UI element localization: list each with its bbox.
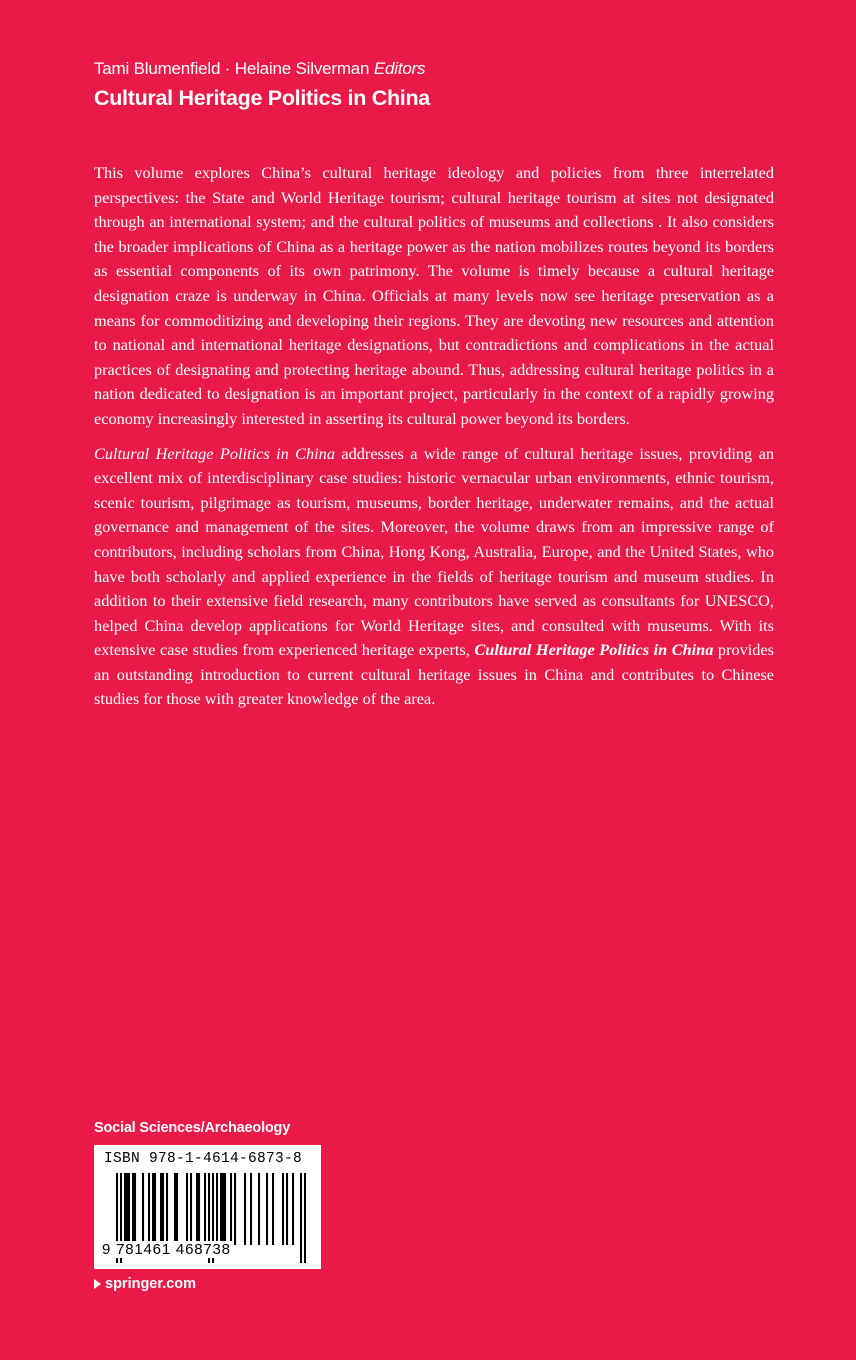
barcode-bar <box>198 1173 200 1245</box>
paragraph-2-text-b: provides an outstanding introduction to current cultural heritage issues in China and contributes to Chinese studies for those with greater knowledge of the area. <box>94 640 774 709</box>
italic-book-title: Cultural Heritage Politics in China <box>94 443 335 463</box>
barcode-bar <box>148 1173 150 1245</box>
springer-website-link[interactable] <box>94 1276 196 1292</box>
barcode-bar <box>272 1173 274 1245</box>
barcode-bar <box>282 1173 284 1245</box>
website-label: springer.com <box>105 1276 197 1292</box>
barcode-bar <box>224 1173 226 1245</box>
barcode-bar <box>292 1173 294 1245</box>
description-paragraph-1: This volume explores China’s cultural heritage ideology and policies from three interrelated perspectives: the State and World Heritage tourism; cultural heritage tourism at sites not designated through an international system; and the cultural politics of museums and collections . It also considers the broader implications of China as a heritage power as the nation mobilizes routes beyond its borders as essential components of its own patrimony. The volume is timely because a cultural heritage designation craze is underway in China. Officials at many levels now see heritage preservation as a means for commoditizing and developing their regions. They are devoting new resources and attention to national and international heritage designations, but contradictions and complications in the actual practices of designating and protecting heritage abound. Thus, addressing cultural heritage politics in a nation dedicated to designation is an important project, particularly in the context of a rapidly growing economy increasingly interested in asserting its cultural power beyond its borders. <box>94 163 774 428</box>
barcode-bar <box>220 1173 222 1245</box>
editors-line <box>94 59 425 79</box>
barcode-bar <box>154 1173 156 1245</box>
barcode-bar <box>250 1173 252 1245</box>
barcode-bar <box>174 1173 176 1245</box>
subject-category: Social Sciences/Archaeology <box>94 1120 291 1136</box>
book-description <box>94 161 774 712</box>
barcode-bar <box>234 1173 236 1245</box>
barcode-bar <box>128 1173 130 1245</box>
barcode-bar <box>134 1173 136 1245</box>
barcode-bar <box>132 1173 134 1245</box>
book-title: Cultural Heritage Politics in China <box>94 86 430 110</box>
editors-role: Editors <box>373 59 426 78</box>
barcode-bar <box>204 1173 206 1245</box>
barcode-bar <box>166 1173 168 1245</box>
barcode-bar <box>162 1173 164 1245</box>
barcode-bar <box>176 1173 178 1245</box>
description-paragraph-2 <box>94 442 774 713</box>
barcode-bar <box>124 1173 126 1245</box>
bold-italic-book-title: Cultural Heritage Politics in China <box>474 640 714 660</box>
barcode-bar <box>216 1173 218 1245</box>
barcode-bar <box>258 1173 260 1245</box>
barcode-bar <box>160 1173 162 1245</box>
barcode-bar <box>152 1173 154 1245</box>
isbn-label: ISBN 978-1-4614-6873-8 <box>104 1151 303 1167</box>
barcode-bar <box>190 1173 192 1245</box>
editor-names: Tami Blumenfield · Helaine Silverman <box>94 59 370 78</box>
arrow-right-icon <box>94 1279 101 1289</box>
barcode-bar <box>186 1173 188 1245</box>
barcode-digits: 9 781461 468738 <box>102 1241 231 1258</box>
barcode-bar <box>230 1173 232 1245</box>
barcode-bar <box>126 1173 128 1245</box>
barcode-bar <box>196 1173 198 1245</box>
isbn-barcode <box>94 1145 321 1269</box>
barcode-bar <box>244 1173 246 1245</box>
barcode-bar <box>286 1173 288 1245</box>
barcode-bar <box>142 1173 144 1245</box>
paragraph-2-text-a: addresses a wide range of cultural heritage issues, providing an excellent mix of interdisciplinary case studies: historic vernacular urban environments, ethnic tourism, scenic tourism, pilgrimage as tourism, museums, border heritage, underwater remains, and the actual governance and management of the sites. Moreover, the volume draws from an impressive range of contributors, including scholars from China, Hong Kong, Australia, Europe, and the United States, who have both scholarly and applied experience in the fields of heritage tourism and museum studies. In addition to their extensive field research, many contributors have served as consultants for UNESCO, helped China develop applications for World Heritage sites, and consulted with museums. With its extensive case studies from experienced heritage experts, <box>94 443 774 660</box>
barcode-bar <box>222 1173 224 1245</box>
barcode-bar <box>266 1173 268 1245</box>
